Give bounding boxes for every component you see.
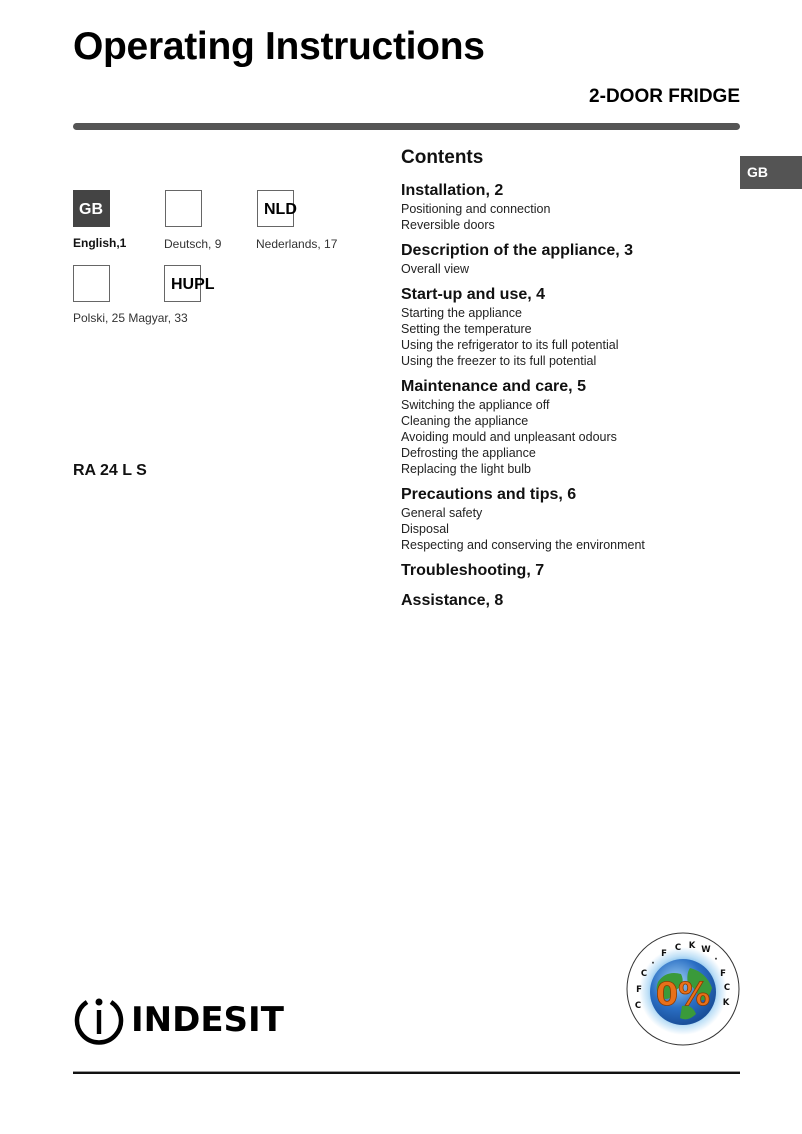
svg-text:K: K — [688, 941, 696, 951]
language-box-de — [165, 190, 202, 227]
language-code: NLD — [264, 201, 297, 218]
toc-section-title: Assistance, 8 — [401, 592, 504, 609]
page-title: Operating Instructions — [73, 25, 485, 68]
svg-text:C: C — [723, 983, 731, 993]
language-label-polski-magyar: Polski, 25 Magyar, 33 — [73, 311, 188, 325]
toc-section — [401, 591, 731, 611]
language-box-hupl — [164, 265, 215, 302]
language-code: GB — [79, 201, 103, 218]
toc-item: Cleaning the appliance — [401, 414, 529, 428]
toc-section-title: Maintenance and care, 5 — [401, 378, 586, 395]
language-label-english: English,1 — [73, 236, 127, 250]
model-number: RA 24 L S — [73, 462, 147, 479]
language-box-gb — [73, 190, 110, 227]
svg-text:F: F — [636, 985, 642, 995]
toc-item: Avoiding mould and unpleasant odours — [401, 430, 617, 444]
header-divider — [73, 123, 740, 130]
toc-section — [401, 181, 731, 233]
language-code: HUPL — [171, 276, 215, 293]
toc-section — [401, 241, 731, 277]
toc-section — [401, 485, 731, 553]
svg-text:K: K — [722, 998, 730, 1008]
toc-section — [401, 285, 731, 369]
svg-text:C: C — [674, 943, 682, 953]
svg-text:C: C — [634, 1001, 642, 1011]
power-info-icon — [73, 994, 125, 1046]
toc-item: General safety — [401, 506, 483, 520]
toc-item: Respecting and conserving the environment — [401, 538, 645, 552]
toc-item: Positioning and connection — [401, 202, 551, 216]
toc-item: Reversible doors — [401, 218, 495, 232]
cfc-free-badge — [626, 932, 740, 1046]
language-side-tab: GB — [740, 156, 802, 189]
language-box-pl — [73, 265, 110, 302]
toc-item: Defrosting the appliance — [401, 446, 536, 460]
svg-text:0%: 0% — [655, 975, 711, 1013]
toc-section-title: Installation, 2 — [401, 182, 504, 199]
language-label-nederlands: Nederlands, 17 — [256, 237, 338, 251]
toc-item: Using the refrigerator to its full potential — [401, 338, 619, 352]
language-box-nld — [257, 190, 297, 227]
svg-text:·: · — [651, 959, 655, 969]
toc-item: Disposal — [401, 522, 449, 536]
toc-item: Replacing the light bulb — [401, 462, 531, 476]
svg-text:W: W — [701, 945, 711, 955]
contents-heading: Contents — [401, 147, 484, 168]
toc-item: Switching the appliance off — [401, 398, 550, 412]
footer-divider — [73, 1071, 740, 1074]
svg-text:F: F — [720, 969, 726, 979]
globe-zero-percent-icon — [626, 932, 740, 1046]
toc-section-title: Troubleshooting, 7 — [401, 562, 545, 579]
toc-item: Overall view — [401, 262, 470, 276]
svg-text:·: · — [714, 955, 718, 965]
svg-text:C: C — [640, 969, 648, 979]
language-label-deutsch: Deutsch, 9 — [164, 237, 222, 251]
svg-text:F: F — [661, 949, 667, 959]
toc-section-title: Precautions and tips, 6 — [401, 486, 577, 503]
toc-section — [401, 561, 731, 581]
brand-name: INDESIT — [131, 1000, 284, 1040]
product-type: 2-DOOR FRIDGE — [589, 86, 740, 107]
toc-section-title: Start-up and use, 4 — [401, 286, 546, 303]
toc-item: Using the freezer to its full potential — [401, 354, 597, 368]
toc-section — [401, 377, 731, 477]
toc-item: Setting the temperature — [401, 322, 532, 336]
table-of-contents — [401, 147, 731, 619]
toc-item: Starting the appliance — [401, 306, 522, 320]
indesit-logo — [73, 994, 284, 1046]
toc-section-title: Description of the appliance, 3 — [401, 242, 634, 259]
